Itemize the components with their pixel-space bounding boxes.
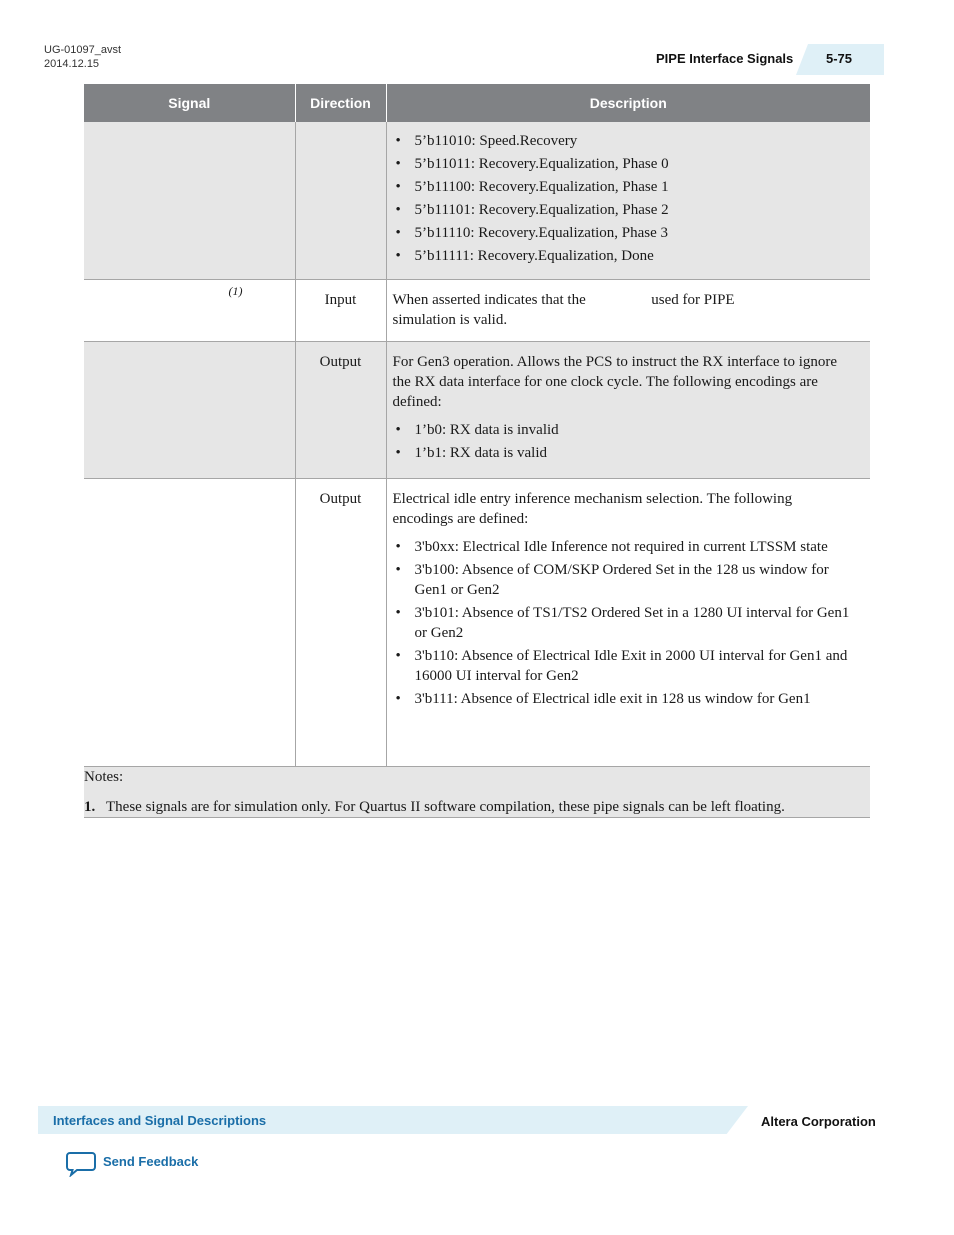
signal-cell: [84, 479, 295, 767]
note-number: 1.: [84, 799, 96, 815]
note-item: [84, 797, 870, 817]
list-item: • 5’b11110: Recovery.Equalization, Phase 3: [415, 223, 851, 243]
description-text: used for PIPE: [651, 292, 735, 308]
signal-table: [84, 84, 870, 818]
list-item: • 3'b101: Absence of TS1/TS2 Ordered Set in a 1280 UI interval for Gen1 or Gen2: [415, 603, 851, 643]
description-line: [393, 290, 851, 310]
footer-company: Altera Corporation: [761, 1114, 876, 1129]
signal-cell: [84, 342, 295, 479]
direction-cell: Output: [295, 479, 386, 767]
speech-bubble-icon[interactable]: [66, 1151, 96, 1177]
description-text: simulation is valid.: [392, 312, 508, 328]
list-item: • 1’b0: RX data is invalid: [415, 420, 851, 440]
list-item: • 5’b11111: Recovery.Equalization, Done: [415, 246, 851, 266]
direction-cell: Input: [295, 280, 386, 342]
list-item: • 3'b100: Absence of COM/SKP Ordered Set in the 128 us window for Gen1 or Gen2: [415, 560, 851, 600]
table-row: [84, 122, 870, 280]
list-item: • 5’b11101: Recovery.Equalization, Phase 2: [415, 200, 851, 220]
encoding-list: [393, 420, 851, 463]
footnote-ref: (1): [228, 284, 243, 298]
direction-cell: Output: [295, 342, 386, 479]
direction-cell: [295, 122, 386, 280]
page-number: 5-75: [826, 51, 853, 66]
encoding-list: [393, 131, 851, 266]
signal-cell: [84, 280, 295, 342]
notes-title: Notes:: [84, 769, 124, 785]
encoding-list: [393, 537, 851, 709]
notes-row: [84, 767, 870, 818]
description-text: When asserted indicates that the: [392, 292, 586, 308]
table-header-row: [84, 84, 870, 122]
col-header-signal: Signal: [84, 84, 295, 122]
note-text: These signals are for simulation only. For Quartus II software compilation, these pipe signals can be left floating.: [106, 799, 785, 815]
table-row: [84, 342, 870, 479]
description-cell: [386, 122, 870, 280]
description-cell: [386, 280, 870, 342]
list-item: • 3'b111: Absence of Electrical idle exit in 128 us window for Gen1: [415, 689, 851, 709]
description-text: For Gen3 operation. Allows the PCS to instruct the RX interface to ignore the RX data interface for one clock cycle. The following encodings are defined:: [392, 354, 838, 410]
signal-cell: [84, 122, 295, 280]
description-cell: [386, 479, 870, 767]
doc-info: [44, 43, 121, 71]
list-item: • 5’b11010: Speed.Recovery: [415, 131, 851, 151]
section-title: PIPE Interface Signals: [656, 51, 794, 66]
description-cell: [386, 342, 870, 479]
table-row: [84, 280, 870, 342]
send-feedback-link[interactable]: Send Feedback: [103, 1154, 199, 1169]
col-header-direction: Direction: [295, 84, 386, 122]
description-text: Electrical idle entry inference mechanism selection. The following encodings are defined:: [392, 491, 793, 527]
list-item: • 5’b11100: Recovery.Equalization, Phase 1: [415, 177, 851, 197]
doc-id: UG-01097_avst: [44, 44, 122, 56]
footer-chapter-link[interactable]: Interfaces and Signal Descriptions: [53, 1113, 267, 1128]
table-row: [84, 479, 870, 767]
col-header-description: Description: [386, 84, 870, 122]
list-item: • 5’b11011: Recovery.Equalization, Phase 0: [415, 154, 851, 174]
list-item: • 1’b1: RX data is valid: [415, 443, 851, 463]
list-item: • 3'b110: Absence of Electrical Idle Exit in 2000 UI interval for Gen1 and 16000 UI interval for Gen2: [415, 646, 851, 686]
doc-date: 2014.12.15: [44, 58, 100, 70]
list-item: • 3'b0xx: Electrical Idle Inference not required in current LTSSM state: [415, 537, 851, 557]
notes-cell: [84, 767, 870, 818]
